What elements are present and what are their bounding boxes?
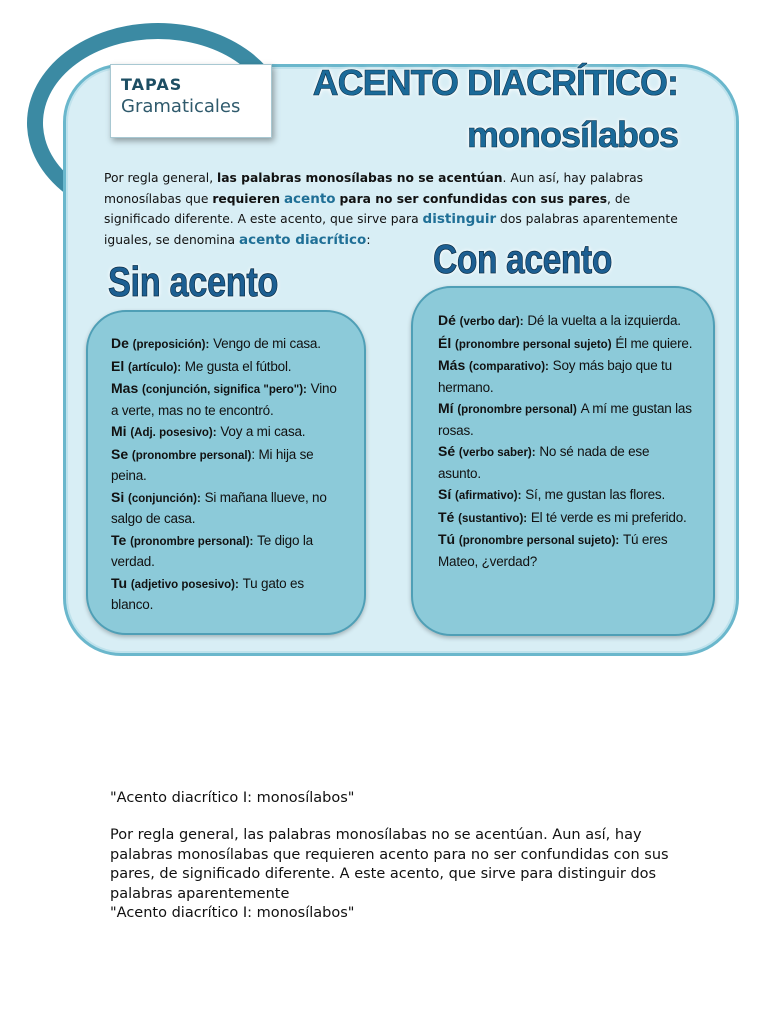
entry-example: A mí me gustan las rosas. bbox=[438, 401, 692, 438]
entry-grammar: (pronombre personal): bbox=[130, 535, 254, 548]
list-item bbox=[438, 310, 695, 333]
list-item bbox=[111, 573, 344, 616]
entry-grammar: (sustantivo): bbox=[458, 512, 528, 525]
entry-example: Tu gato es blanco. bbox=[111, 575, 304, 612]
entry-word: El bbox=[111, 357, 125, 374]
entry-grammar: (pronombre personal sujeto): bbox=[458, 535, 620, 547]
entry-word: Sé bbox=[438, 443, 456, 459]
entry-grammar: (afirmativo): bbox=[455, 490, 522, 502]
logo-top-text: TAPAS bbox=[121, 75, 183, 94]
entry-example: Vino a verte, mas no te encontró. bbox=[111, 381, 337, 418]
document-footer-title: "Acento diacrítico I: monosílabos" bbox=[110, 905, 355, 921]
entry-example: Sí, me gustan las flores. bbox=[525, 487, 666, 502]
entry-grammar: (adjetivo posesivo): bbox=[130, 578, 239, 591]
entry-example: Si mañana llueve, no salgo de casa. bbox=[111, 489, 327, 526]
entry-grammar: (verbo dar): bbox=[459, 316, 524, 328]
tapas-logo bbox=[110, 64, 272, 138]
entry-grammar: (conjunción): bbox=[128, 492, 201, 505]
entry-word: Te bbox=[111, 531, 127, 548]
list-item bbox=[438, 333, 695, 356]
sin-acento-heading: Sin acento bbox=[108, 258, 279, 305]
entry-grammar: (verbo saber): bbox=[458, 447, 536, 459]
con-acento-heading: Con acento bbox=[433, 236, 612, 282]
entry-example: Me gusta el fútbol. bbox=[184, 358, 292, 374]
document-title: "Acento diacrítico I: monosílabos" bbox=[110, 790, 355, 806]
entry-word: Si bbox=[111, 488, 125, 505]
intro-text: Por regla general, bbox=[104, 171, 218, 185]
intro-bold: requieren bbox=[212, 191, 281, 206]
entry-grammar: (comparativo): bbox=[469, 361, 549, 373]
entry-example: Tú eres Mateo, ¿verdad? bbox=[438, 532, 668, 569]
page-title-line2: monosílabos bbox=[466, 114, 678, 155]
document-body bbox=[110, 826, 670, 924]
entry-example: Dé la vuelta a la izquierda. bbox=[527, 313, 681, 328]
entry-word: Mi bbox=[111, 423, 127, 439]
entry-grammar: (conjunción, significa "pero"): bbox=[142, 384, 307, 396]
entry-word: De bbox=[111, 335, 129, 351]
list-item bbox=[438, 529, 695, 572]
entry-word: Él bbox=[438, 334, 452, 351]
list-item bbox=[438, 484, 695, 507]
entry-word: Tú bbox=[438, 531, 456, 547]
intro-highlight: acento diacrítico bbox=[238, 231, 367, 248]
intro-text: : bbox=[366, 232, 371, 247]
entry-example: Soy más bajo que tu hermano. bbox=[438, 358, 672, 395]
list-item bbox=[438, 441, 695, 484]
entry-word: Se bbox=[111, 445, 129, 462]
intro-text: dos palabras aparentemente iguales, se denomina bbox=[104, 212, 678, 247]
entry-grammar: (pronombre personal) bbox=[131, 449, 252, 462]
logo-bottom-text: Gramaticales bbox=[121, 96, 241, 117]
entry-grammar: (preposición): bbox=[132, 339, 210, 351]
intro-highlight: acento bbox=[283, 190, 336, 207]
list-item bbox=[111, 333, 344, 356]
entry-word: Sí bbox=[438, 486, 452, 502]
entry-grammar: (pronombre personal) bbox=[457, 404, 577, 416]
entry-word: Mí bbox=[438, 400, 454, 416]
entry-grammar: (pronombre personal sujeto) bbox=[455, 338, 612, 351]
entry-example: El té verde es mi preferido. bbox=[530, 509, 687, 525]
intro-text: , de significado diferente. A este acento, que sirve para bbox=[104, 191, 631, 226]
con-acento-box bbox=[411, 286, 715, 636]
list-item bbox=[111, 444, 344, 487]
sin-acento-box bbox=[86, 310, 366, 635]
entry-example: No sé nada de ese asunto. bbox=[438, 444, 650, 481]
entry-grammar: (Adj. posesivo): bbox=[130, 427, 217, 439]
list-item bbox=[438, 355, 695, 398]
entry-example: Te digo la verdad. bbox=[111, 532, 313, 569]
intro-bold: las palabras monosílabas no se acentúan bbox=[217, 171, 503, 185]
entry-example: Él me quiere. bbox=[615, 335, 693, 351]
page-title-line1: ACENTO DIACRÍTICO: bbox=[312, 62, 678, 103]
list-item bbox=[438, 398, 695, 441]
list-item bbox=[111, 421, 344, 444]
entry-word: Más bbox=[438, 357, 466, 373]
list-item bbox=[111, 487, 344, 530]
entry-word: Mas bbox=[111, 380, 139, 396]
entry-word: Té bbox=[438, 508, 455, 525]
intro-bold: para no ser confundidas con sus pares bbox=[339, 191, 608, 206]
entry-grammar: (artículo): bbox=[128, 361, 182, 374]
list-item bbox=[111, 530, 344, 573]
intro-text: . Aun así, hay palabras monosílabas que bbox=[104, 171, 644, 206]
document-body-text: Por regla general, las palabras monosílabas no se acentúan. Aun así, hay palabras monosílabas que requieren acento para no ser confundidas con sus pares, de significado diferente. A este acento, que sirve para distinguir dos palabras aparentemente bbox=[110, 827, 669, 902]
entry-word: Tu bbox=[111, 574, 128, 591]
entry-example: : Mi hija se peina. bbox=[111, 446, 314, 483]
intro-highlight: distinguir bbox=[422, 211, 497, 227]
entry-word: Dé bbox=[438, 312, 456, 328]
list-item bbox=[438, 507, 695, 530]
entry-example: Vengo de mi casa. bbox=[213, 336, 321, 351]
list-item bbox=[111, 356, 344, 379]
entry-example: Voy a mi casa. bbox=[220, 424, 306, 439]
list-item bbox=[111, 378, 344, 421]
